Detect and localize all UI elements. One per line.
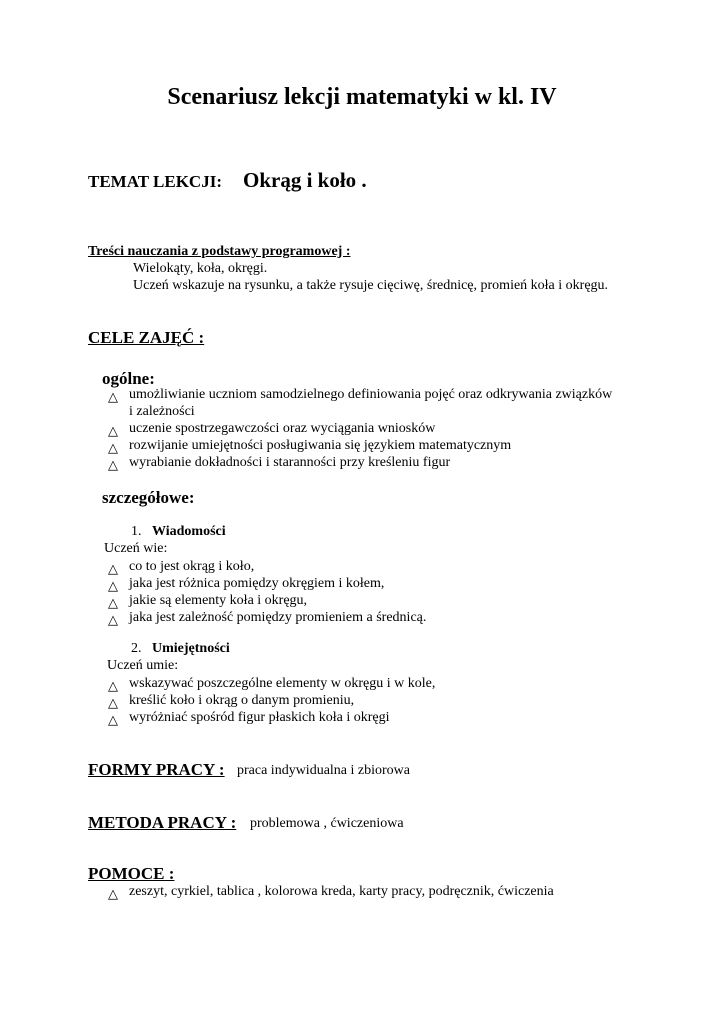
triangle-bullet-icon: △ (108, 695, 118, 710)
curriculum-line: Wielokąty, koła, okręgi. (133, 261, 268, 276)
knowledge-item: co to jest okrąg i koło, (129, 559, 255, 574)
general-goal-item: wyrabianie dokładności i staranności przy kreśleniu figur (129, 455, 451, 470)
aids-item: zeszyt, cyrkiel, tablica , kolorowa kreda, karty pracy, podręcznik, ćwiczenia (129, 884, 554, 899)
triangle-bullet-icon: △ (108, 457, 118, 472)
forms-value: praca indywidualna i zbiorowa (237, 763, 410, 778)
aids-label: POMOCE : (88, 864, 175, 883)
triangle-bullet-icon: △ (108, 578, 118, 593)
triangle-bullet-icon: △ (108, 712, 118, 727)
triangle-bullet-icon: △ (108, 678, 118, 693)
topic-value: Okrąg i koło . (243, 168, 367, 192)
method-label: METODA PRACY : (88, 813, 237, 832)
general-goals-heading: ogólne: (102, 369, 155, 388)
curriculum-heading: Treści nauczania z podstawy programowej : (88, 244, 351, 259)
curriculum-line: Uczeń wskazuje na rysunku, a także rysuje cięciwę, średnicę, promień koła i okręgu. (133, 278, 609, 293)
skills-number: 2. (131, 641, 142, 656)
knowledge-number: 1. (131, 524, 142, 539)
triangle-bullet-icon: △ (108, 389, 118, 404)
knowledge-heading: Wiadomości (152, 524, 226, 539)
triangle-bullet-icon: △ (108, 561, 118, 576)
knowledge-item: jaka jest różnica pomiędzy okręgiem i kołem, (129, 576, 385, 591)
skills-heading: Umiejętności (152, 641, 230, 656)
page-title: Scenariusz lekcji matematyki w kl. IV (167, 84, 557, 110)
triangle-bullet-icon: △ (108, 886, 118, 901)
triangle-bullet-icon: △ (108, 612, 118, 627)
triangle-bullet-icon: △ (108, 440, 118, 455)
triangle-bullet-icon: △ (108, 423, 118, 438)
skills-item: wyróżniać spośród figur płaskich koła i okręgi (129, 710, 390, 725)
general-goal-item: i zależności (129, 404, 195, 419)
general-goal-item: rozwijanie umiejętności posługiwania się językiem matematycznym (129, 438, 512, 453)
skills-intro: Uczeń umie: (107, 658, 179, 673)
knowledge-intro: Uczeń wie: (104, 541, 168, 556)
general-goal-item: uczenie spostrzegawczości oraz wyciągania wniosków (129, 421, 436, 436)
detailed-goals-heading: szczegółowe: (102, 488, 195, 507)
goals-heading: CELE ZAJĘĆ : (88, 328, 205, 347)
topic-label: TEMAT LEKCJI: (88, 172, 222, 191)
knowledge-item: jaka jest zależność pomiędzy promieniem a średnicą. (129, 610, 427, 625)
skills-item: wskazywać poszczególne elementy w okręgu i w kole, (129, 676, 436, 691)
forms-label: FORMY PRACY : (88, 760, 225, 779)
triangle-bullet-icon: △ (108, 595, 118, 610)
skills-item: kreślić koło i okrąg o danym promieniu, (129, 693, 355, 708)
knowledge-item: jakie są elementy koła i okręgu, (129, 593, 308, 608)
general-goal-item: umożliwianie uczniom samodzielnego definiowania pojęć oraz odkrywania związków (129, 387, 613, 402)
method-value: problemowa , ćwiczeniowa (250, 816, 404, 831)
